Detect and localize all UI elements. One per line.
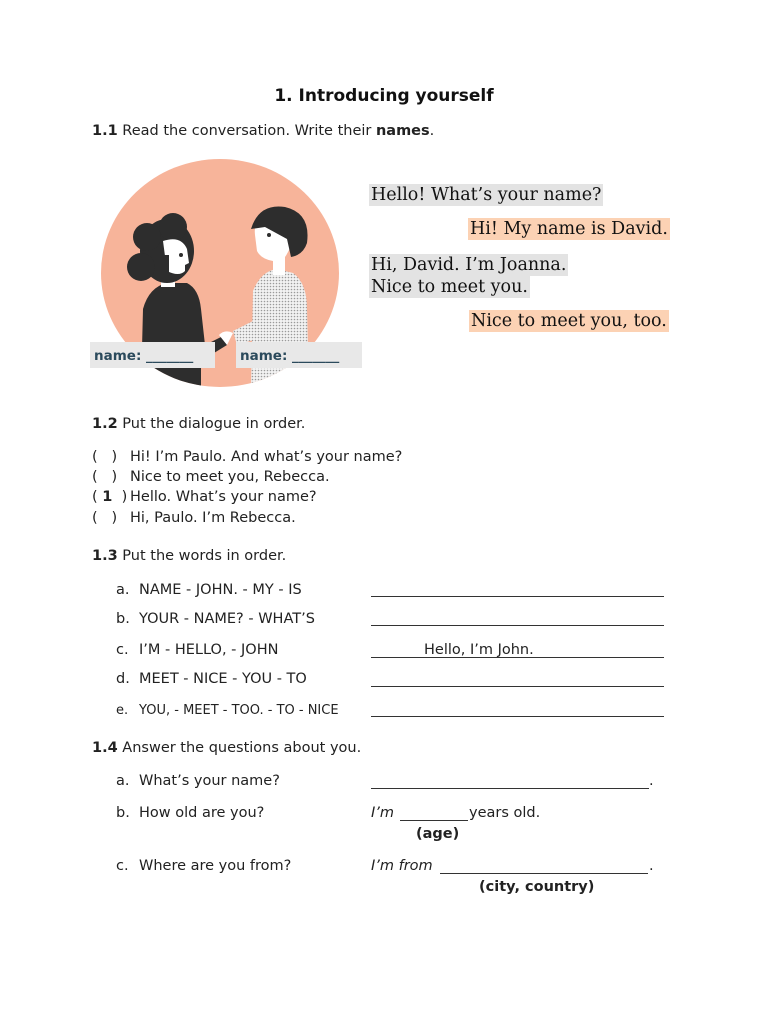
word-order-item-e: e. YOU, - MEET - TOO. - TO - NICE (116, 703, 339, 718)
answer-line-b[interactable] (371, 625, 664, 626)
question-c: c. Where are you from? (116, 858, 292, 874)
name-tag-right[interactable]: name: _______ (236, 342, 362, 368)
instruction-text: Answer the questions about you. (117, 740, 362, 756)
instruction-text: Read the conversation. Write their (117, 123, 376, 139)
answer-line-name[interactable] (371, 788, 649, 789)
speech-bubble-3: Hi, David. I’m Joanna. (371, 255, 567, 275)
hint-city-country: (city, country) (479, 879, 595, 895)
section-1-2-instruction (92, 416, 305, 432)
order-box[interactable]: ( ) (92, 449, 118, 465)
speech-bubble-4: Nice to meet you. (371, 277, 528, 297)
answer-line-d[interactable] (371, 686, 664, 687)
answer-line-age[interactable] (400, 820, 468, 821)
page-title: 1. Introducing yourself (274, 86, 494, 106)
section-1-1-instruction (92, 123, 434, 139)
word-order-item-c: c. I’M - HELLO, - JOHN (116, 642, 279, 658)
instruction-text: Put the words in order. (117, 548, 287, 564)
order-box[interactable]: ( ) (92, 510, 118, 526)
section-number: 1.2 (92, 416, 118, 432)
speech-bubble-1: Hello! What’s your name? (371, 185, 602, 205)
word-order-item-a: a. NAME - JOHN. - MY - IS (116, 582, 302, 598)
order-number: 1 (102, 489, 113, 505)
speech-bubble-2: Hi! My name is David. (470, 219, 668, 239)
example-answer: Hello, I’m John. (424, 642, 534, 658)
section-number: 1.4 (92, 740, 118, 756)
dialogue-text: Hi! I’m Paulo. And what’s your name? (130, 449, 403, 465)
dialogue-text: Hi, Paulo. I’m Rebecca. (130, 510, 296, 526)
answer-line-e[interactable] (371, 716, 664, 717)
order-box[interactable]: ( ) (92, 469, 118, 485)
order-box-filled[interactable]: ( 1 ) (92, 489, 128, 505)
answer-suffix-age: years old. (469, 805, 541, 821)
name-tag-left[interactable]: name: _______ (90, 342, 215, 368)
answer-period: . (649, 773, 654, 789)
answer-line-a[interactable] (371, 596, 664, 597)
section-1-3-instruction (92, 548, 286, 564)
dialogue-text: Nice to meet you, Rebecca. (130, 469, 330, 485)
hint-age: (age) (416, 826, 460, 842)
word-order-item-b: b. YOUR - NAME? - WHAT’S (116, 611, 315, 627)
word-order-item-d: d. MEET - NICE - YOU - TO (116, 671, 307, 687)
answer-line-from[interactable] (440, 873, 648, 874)
question-a: a. What’s your name? (116, 773, 280, 789)
instruction-bold: names (375, 123, 430, 139)
answer-suffix-from: . (649, 858, 654, 874)
instruction-text: Put the dialogue in order. (117, 416, 306, 432)
dialogue-line-2 (92, 469, 330, 485)
instruction-end: . (429, 123, 435, 139)
dialogue-text: Hello. What’s your name? (130, 489, 317, 505)
section-1-4-instruction (92, 740, 361, 756)
dialogue-line-4 (92, 510, 296, 526)
section-number: 1.3 (92, 548, 118, 564)
answer-prefix-from: I’m from (371, 858, 433, 874)
section-number: 1.1 (92, 123, 118, 139)
question-b: b. How old are you? (116, 805, 265, 821)
answer-prefix-age: I’m (371, 805, 395, 821)
dialogue-line-3 (92, 489, 317, 505)
dialogue-line-1 (92, 449, 402, 465)
speech-bubble-5: Nice to meet you, too. (471, 311, 667, 331)
